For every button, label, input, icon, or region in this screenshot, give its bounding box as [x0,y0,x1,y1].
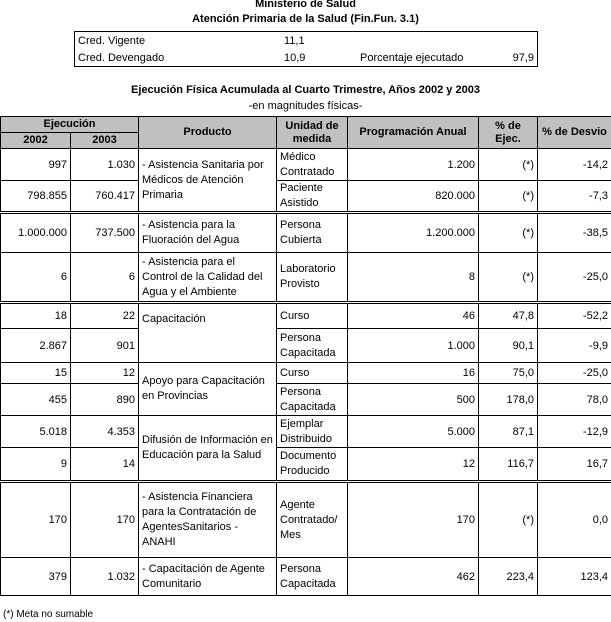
cell-pct-ejec: 87,1 [479,416,538,448]
cell-pct-desvio: 16,7 [538,448,611,482]
porcentaje-value: 97,9 [512,51,534,64]
header-2003: 2003 [71,133,139,149]
cell-pct-desvio: -25,0 [538,363,611,384]
cell-producto: - Asistencia para el Control de la Calidad del Agua y el Ambiente [139,253,277,303]
cell-unidad: Documento Producido [277,448,348,482]
cell-unidad: Curso [277,363,348,384]
cell-programacion: 12 [348,448,479,482]
cell-unidad: Curso [277,303,348,329]
cell-pct-ejec: (*) [479,482,538,558]
cell-2003: 1.032 [71,558,139,596]
cell-programacion: 820.000 [348,181,479,213]
cell-pct-desvio: 0,0 [538,482,611,558]
cell-pct-desvio: 123,4 [538,558,611,596]
execution-table [0,116,611,596]
cell-2003: 4.353 [71,416,139,448]
cell-2002: 798.855 [1,181,71,213]
cell-pct-ejec: (*) [479,149,538,181]
cred-devengado-label: Cred. Devengado [78,51,165,64]
cell-programacion: 1.200 [348,149,479,181]
cell-pct-ejec: 75,0 [479,363,538,384]
cell-pct-ejec: 178,0 [479,384,538,416]
cell-unidad: Agente Contratado/ Mes [277,482,348,558]
cell-2002: 997 [1,149,71,181]
cell-producto: - Asistencia para la Fluoración del Agua [139,213,277,253]
empty-cell [357,32,503,50]
cell-unidad: Paciente Asistido [277,181,348,213]
header-pct-ejec: % de Ejec. [479,117,538,149]
cell-programacion: 5.000 [348,416,479,448]
cell-pct-desvio: -38,5 [538,213,611,253]
cell-pct-desvio: -14,2 [538,149,611,181]
cell-unidad: Persona Cubierta [277,213,348,253]
cell-unidad: Persona Capacitada [277,329,348,363]
header-unidad: Unidad de medida [277,117,348,149]
cell-producto: Difusión de Información en Educación para la Salud [139,416,277,482]
cell-unidad: Persona Capacitada [277,558,348,596]
section-subtitle: -en magnitudes físicas- [248,100,363,112]
header-pct-desvio: % de Desvio [538,117,611,149]
cell-unidad: Ejemplar Distribuido [277,416,348,448]
cell-pct-desvio: -12,9 [538,416,611,448]
cred-vigente-value: 11,1 [284,34,305,47]
credit-summary-table [74,31,538,67]
cell-2002: 455 [1,384,71,416]
cell-programacion: 1.000 [348,329,479,363]
cell-programacion: 462 [348,558,479,596]
cell-2002: 170 [1,482,71,558]
cell-programacion: 500 [348,384,479,416]
cell-2003: 6 [71,253,139,303]
cell-2003: 890 [71,384,139,416]
section-title: Ejecución Física Acumulada al Cuarto Trimestre, Años 2002 y 2003 [131,84,480,96]
header-producto: Producto [139,117,277,149]
cell-pct-ejec: 47,8 [479,303,538,329]
header-programacion: Programación Anual [348,117,479,149]
cell-2002: 6 [1,253,71,303]
cell-producto: - Asistencia Sanitaria por Médicos de Atención Primaria [139,149,277,213]
cell-2002: 379 [1,558,71,596]
cell-programacion: 1.200.000 [348,213,479,253]
cell-pct-ejec: (*) [479,181,538,213]
cell-2002: 15 [1,363,71,384]
cell-2003: 901 [71,329,139,363]
cell-producto: - Capacitación de Agente Comunitario [139,558,277,596]
cell-programacion: 170 [348,482,479,558]
empty-cell [503,32,538,50]
cred-vigente-label: Cred. Vigente [78,34,146,47]
cell-2002: 9 [1,448,71,482]
cell-pct-desvio: -25,0 [538,253,611,303]
cell-2003: 760.417 [71,181,139,213]
cell-programacion: 46 [348,303,479,329]
program-title: Atención Primaria de la Salud (Fin.Fun. 3.1) [192,13,419,25]
cell-unidad: Médico Contratado [277,149,348,181]
cell-2003: 22 [71,303,139,329]
cell-2002: 5.018 [1,416,71,448]
cell-programacion: 8 [348,253,479,303]
cell-2003: 14 [71,448,139,482]
cell-producto: - Asistencia Financiera para la Contratación de AgentesSanitarios - ANAHI [139,482,277,558]
cell-programacion: 16 [348,363,479,384]
cell-pct-ejec: (*) [479,213,538,253]
header-ejecucion: Ejecución [1,117,139,133]
cell-pct-desvio: -9,9 [538,329,611,363]
header-2002: 2002 [1,133,71,149]
cred-devengado-value: 10,9 [284,51,306,64]
ministry-title: Ministerio de Salud [255,0,356,10]
cell-2002: 18 [1,303,71,329]
cell-2003: 170 [71,482,139,558]
cell-2002: 1.000.000 [1,213,71,253]
cell-2003: 12 [71,363,139,384]
porcentaje-label: Porcentaje ejecutado [360,51,464,64]
cell-pct-ejec: 223,4 [479,558,538,596]
cell-pct-ejec: 116,7 [479,448,538,482]
cell-2003: 737.500 [71,213,139,253]
cell-producto: Capacitación [139,303,277,363]
cell-unidad: Laboratorio Provisto [277,253,348,303]
cell-pct-desvio: -52,2 [538,303,611,329]
cell-producto: Apoyo para Capacitación en Provincias [139,363,277,416]
cell-2002: 2.867 [1,329,71,363]
cell-pct-desvio: 78,0 [538,384,611,416]
cell-pct-ejec: (*) [479,253,538,303]
cell-pct-desvio: -7,3 [538,181,611,213]
footnote: (*) Meta no sumable [3,609,94,620]
cell-2003: 1.030 [71,149,139,181]
cell-unidad: Persona Capacitada [277,384,348,416]
cell-pct-ejec: 90,1 [479,329,538,363]
